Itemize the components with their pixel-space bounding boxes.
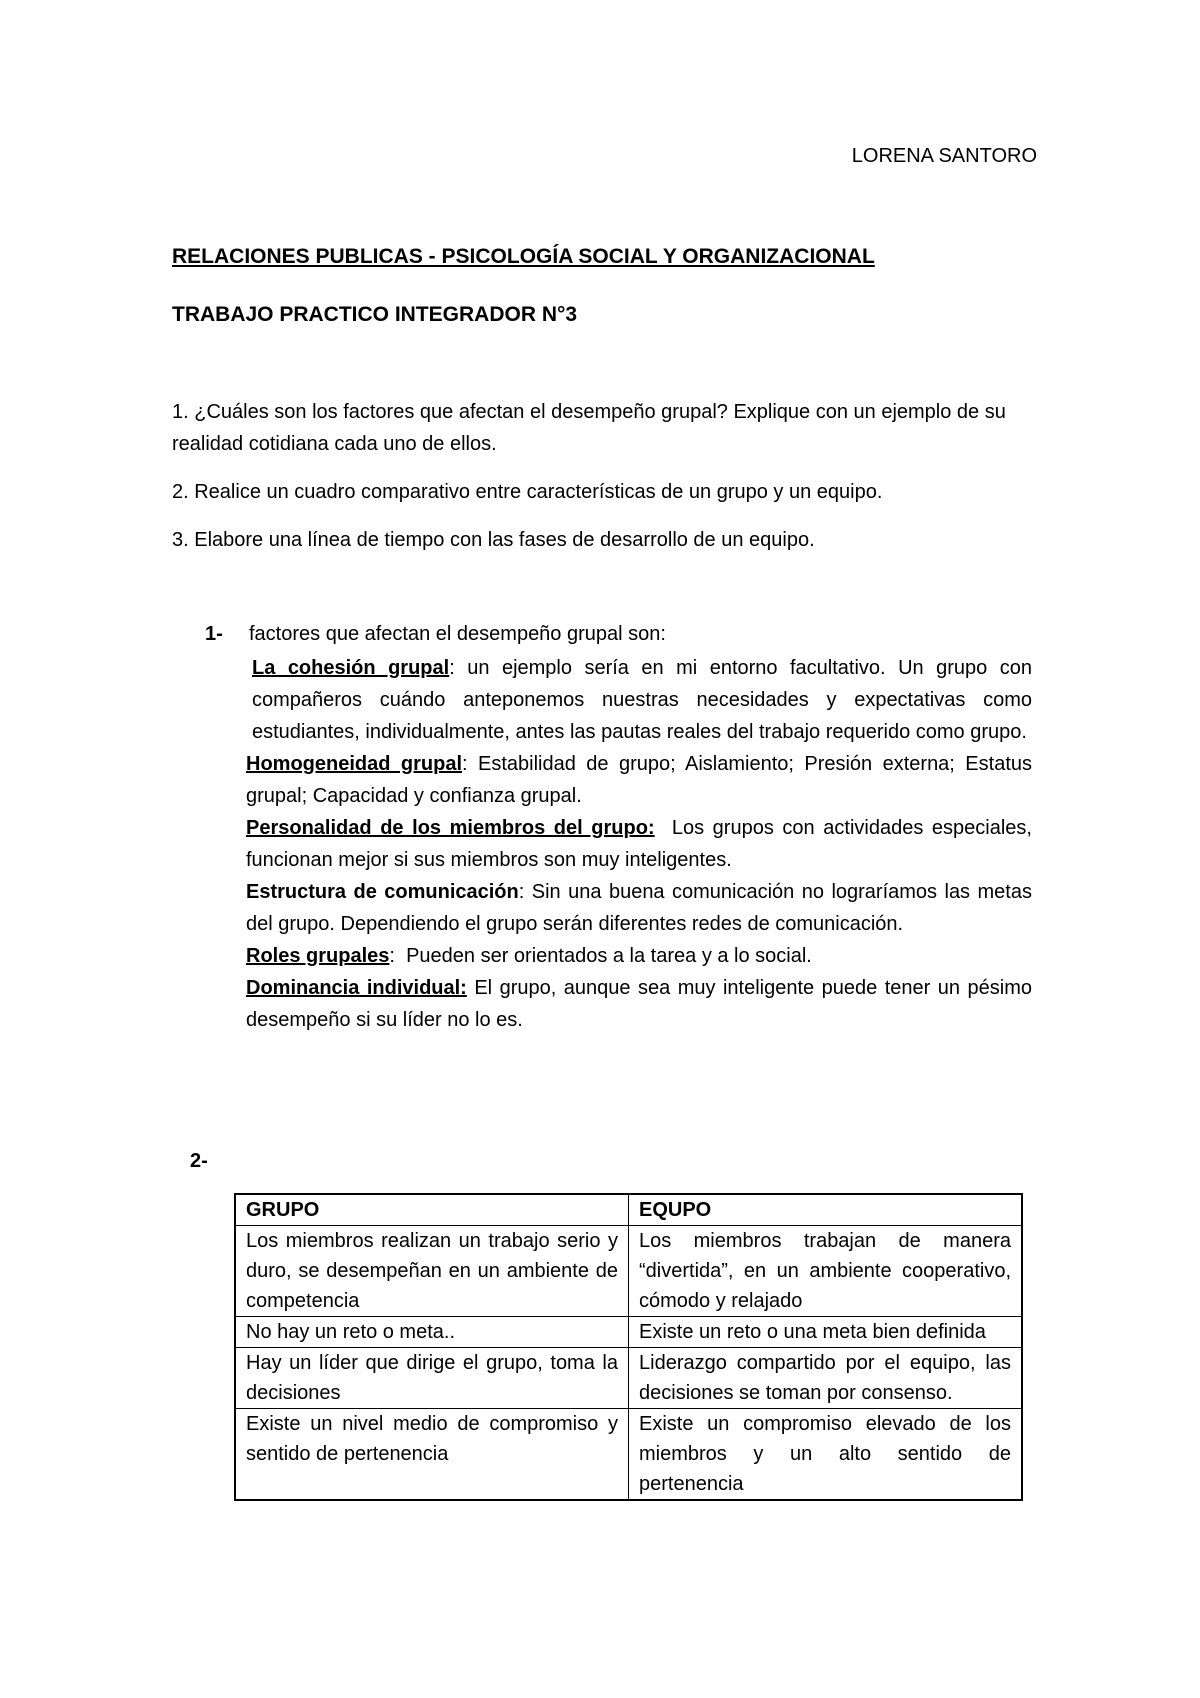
factor-item xyxy=(246,748,1032,812)
table-row xyxy=(235,1317,1022,1348)
answer-1-body xyxy=(246,652,1032,1036)
question-1: 1. ¿Cuáles son los factores que afectan el desempeño grupal? Explique con un ejemplo de su realidad cotidiana cada uno de ellos. xyxy=(172,401,1006,455)
factor-item xyxy=(246,876,1032,940)
document-subtitle: TRABAJO PRACTICO INTEGRADOR N°3 xyxy=(172,303,578,326)
table-cell: Existe un compromiso elevado de los miembros y un alto sentido de pertenencia xyxy=(629,1409,1023,1501)
factor-term: Dominancia individual: xyxy=(246,977,467,999)
table-header-row xyxy=(235,1194,1022,1226)
factor-separator xyxy=(655,817,672,839)
factor-separator: : xyxy=(449,657,468,679)
table-row xyxy=(235,1226,1022,1317)
answer-1-intro: factores que afectan el desempeño grupal son: xyxy=(249,623,666,645)
header-grupo: GRUPO xyxy=(235,1194,629,1226)
document-title: RELACIONES PUBLICAS - PSICOLOGÍA SOCIAL Y ORGANIZACIONAL xyxy=(172,245,875,268)
factor-text: Pueden ser orientados a la tarea y a lo social. xyxy=(406,945,812,967)
question-2: 2. Realice un cuadro comparativo entre características de un grupo y un equipo. xyxy=(172,481,883,503)
header-equipo: EQUPO xyxy=(629,1194,1023,1226)
factor-term: Personalidad de los miembros del grupo: xyxy=(246,817,655,839)
factor-text: un ejemplo sería en mi entorno facultativo. Un grupo con compañeros cuándo anteponemos nuestras necesidades y expectativas como estudiantes, individualmente, antes las pautas reales del trabajo requerido como grupo. xyxy=(252,657,1032,743)
factor-text: El grupo, aunque sea muy inteligente puede tener un pésimo desempeño si su líder no lo es. xyxy=(246,977,1032,1031)
table-cell: Los miembros realizan un trabajo serio y duro, se desempeñan en un ambiente de competencia xyxy=(235,1226,629,1317)
answer-1-heading xyxy=(205,623,666,646)
factor-separator: : xyxy=(389,945,407,967)
table-cell: Hay un líder que dirige el grupo, toma la decisiones xyxy=(235,1348,629,1409)
factor-term: Homogeneidad grupal xyxy=(246,753,462,775)
table-cell: Liderazgo compartido por el equipo, las decisiones se toman por consenso. xyxy=(629,1348,1023,1409)
table-cell: No hay un reto o meta.. xyxy=(235,1317,629,1348)
factor-separator: : xyxy=(462,753,478,775)
table-cell: Los miembros trabajan de manera “divertida”, en un ambiente cooperativo, cómodo y relajado xyxy=(629,1226,1023,1317)
answer-1-number: 1- xyxy=(205,623,223,645)
table-cell: Existe un reto o una meta bien definida xyxy=(629,1317,1023,1348)
comparison-table xyxy=(234,1193,1023,1501)
factor-item xyxy=(246,940,1032,972)
factor-term: La cohesión grupal xyxy=(252,657,450,679)
table-row xyxy=(235,1409,1022,1501)
factor-text: Los grupos con actividades especiales, funcionan mejor si sus miembros son muy inteligentes. xyxy=(246,817,1032,871)
question-3: 3. Elabore una línea de tiempo con las fases de desarrollo de un equipo. xyxy=(172,529,815,551)
table-row xyxy=(235,1348,1022,1409)
answer-2-number: 2- xyxy=(190,1150,208,1172)
factor-item xyxy=(246,812,1032,876)
factor-item xyxy=(246,652,1032,748)
factor-text: Sin una buena comunicación no lograríamos las metas del grupo. Dependiendo el grupo serán diferentes redes de comunicación. xyxy=(246,881,1032,935)
factor-term: Roles grupales xyxy=(246,945,390,967)
factor-item xyxy=(246,972,1032,1036)
author-name: LORENA SANTORO xyxy=(851,145,1037,167)
factor-separator: : xyxy=(518,881,532,903)
table-cell: Existe un nivel medio de compromiso y sentido de pertenencia xyxy=(235,1409,629,1501)
factor-text: Estabilidad de grupo; Aislamiento; Presión externa; Estatus grupal; Capacidad y confianza grupal. xyxy=(246,753,1032,807)
factor-term: Estructura de comunicación xyxy=(246,881,519,903)
